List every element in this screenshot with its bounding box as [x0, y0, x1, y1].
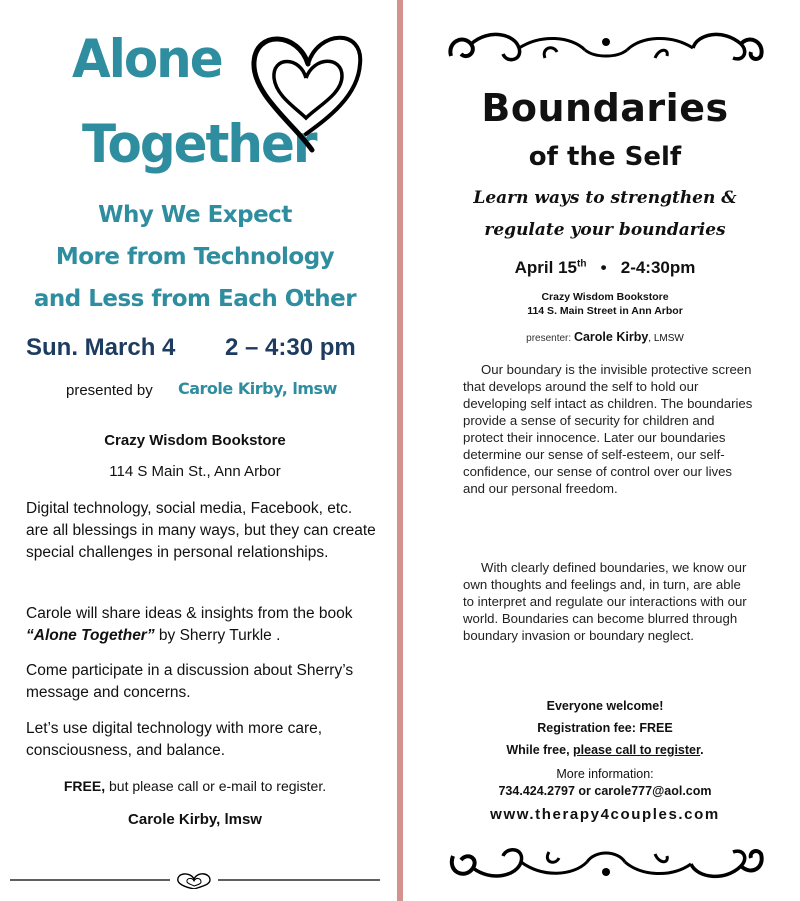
right-presenter-label: presenter: [526, 333, 574, 344]
left-paragraph-2 [26, 603, 376, 647]
left-free-label: FREE, [63, 778, 106, 794]
right-call-period: . [700, 743, 704, 757]
left-title-line2: Together [82, 113, 316, 175]
right-more-info-label: More information: [556, 767, 654, 781]
right-subtitle-line1: Learn ways to strengthen & [473, 188, 737, 208]
right-contact-info: 734.424.2797 or carole777@aol.com [498, 784, 712, 798]
right-paragraph-2: With clearly defined boundaries, we know our own thoughts and feelings and, in turn, are able to interpret and regulate our interactions with our world. Boundaries can become blurred through boundary invasion or boundary neglect. [463, 560, 747, 643]
right-venue: Crazy Wisdom Bookstore [541, 291, 669, 303]
left-event-date: Sun. March 4 [26, 334, 176, 361]
right-title-line1: Boundaries [481, 86, 729, 130]
right-paragraph-1: Our boundary is the invisible protective screen that develops around the self to hold our developing self intact as children. The boundaries provide a sense of security for children and protect their innocence. Later our boundaries determine our sense of self-esteem, our self-confidence, our sense of control over our lives and our personal freedom. [463, 362, 753, 496]
right-event-time: 2-4:30pm [620, 258, 696, 277]
left-venue: Crazy Wisdom Bookstore [104, 432, 286, 449]
right-event-date: April 15 [514, 258, 577, 277]
right-subtitle-line2: regulate your boundaries [484, 220, 726, 240]
left-registration-note [0, 778, 390, 794]
right-title-line2: of the Self [528, 142, 682, 172]
left-subtitle-line2: More from Technology [55, 244, 335, 270]
right-registration-fee: Registration fee: FREE [537, 721, 673, 735]
left-presenter-name: Carole Kirby, lmsw [178, 379, 337, 398]
left-subtitle-line1: Why We Expect [98, 202, 292, 228]
right-presenter-name: Carole Kirby [573, 330, 649, 344]
right-address: 114 S. Main Street in Ann Arbor [527, 305, 683, 317]
right-presenter [410, 330, 800, 344]
left-signature: Carole Kirby, lmsw [128, 811, 262, 828]
left-book-title: “Alone Together” [26, 627, 155, 644]
left-paragraph-2-text-a: Carole will share ideas & insights from the book [26, 605, 353, 622]
heart-icon [246, 14, 366, 154]
bullet-separator: • [600, 258, 607, 277]
right-call-link: please call to register [573, 743, 701, 757]
right-welcome: Everyone welcome! [546, 699, 664, 713]
right-event-date-time [410, 258, 800, 278]
left-presented-by-label: presented by [66, 382, 153, 399]
left-title-line1: Alone [72, 28, 222, 90]
left-paragraph-4: Let’s use digital technology with more care, consciousness, and balance. [26, 720, 323, 759]
right-presenter-credential: , LMSW [648, 333, 684, 344]
left-paragraph-3: Come participate in a discussion about Sherry’s message and concerns. [26, 662, 354, 701]
left-paragraph-1: Digital technology, social media, Facebook, etc. are all blessings in many ways, but they can create special challenges in personal relationships. [26, 500, 376, 561]
right-call-text: While free, [506, 743, 574, 757]
swirl-ornament-icon [445, 28, 767, 68]
left-address: 114 S Main St., Ann Arbor [109, 463, 281, 480]
right-website: www.therapy4couples.com [490, 806, 720, 823]
left-paragraph-2-text-b: by Sherry Turkle . [154, 627, 281, 644]
heart-divider-icon [10, 873, 380, 889]
left-event-time: 2 – 4:30 pm [225, 334, 356, 361]
left-register-text: but please call or e-mail to register. [105, 778, 327, 794]
left-subtitle-line3: and Less from Each Other [33, 286, 357, 312]
right-date-suffix: th [576, 258, 587, 270]
center-divider [397, 0, 403, 901]
swirl-ornament-bottom-icon [445, 836, 767, 884]
right-call-to-register [410, 743, 800, 757]
